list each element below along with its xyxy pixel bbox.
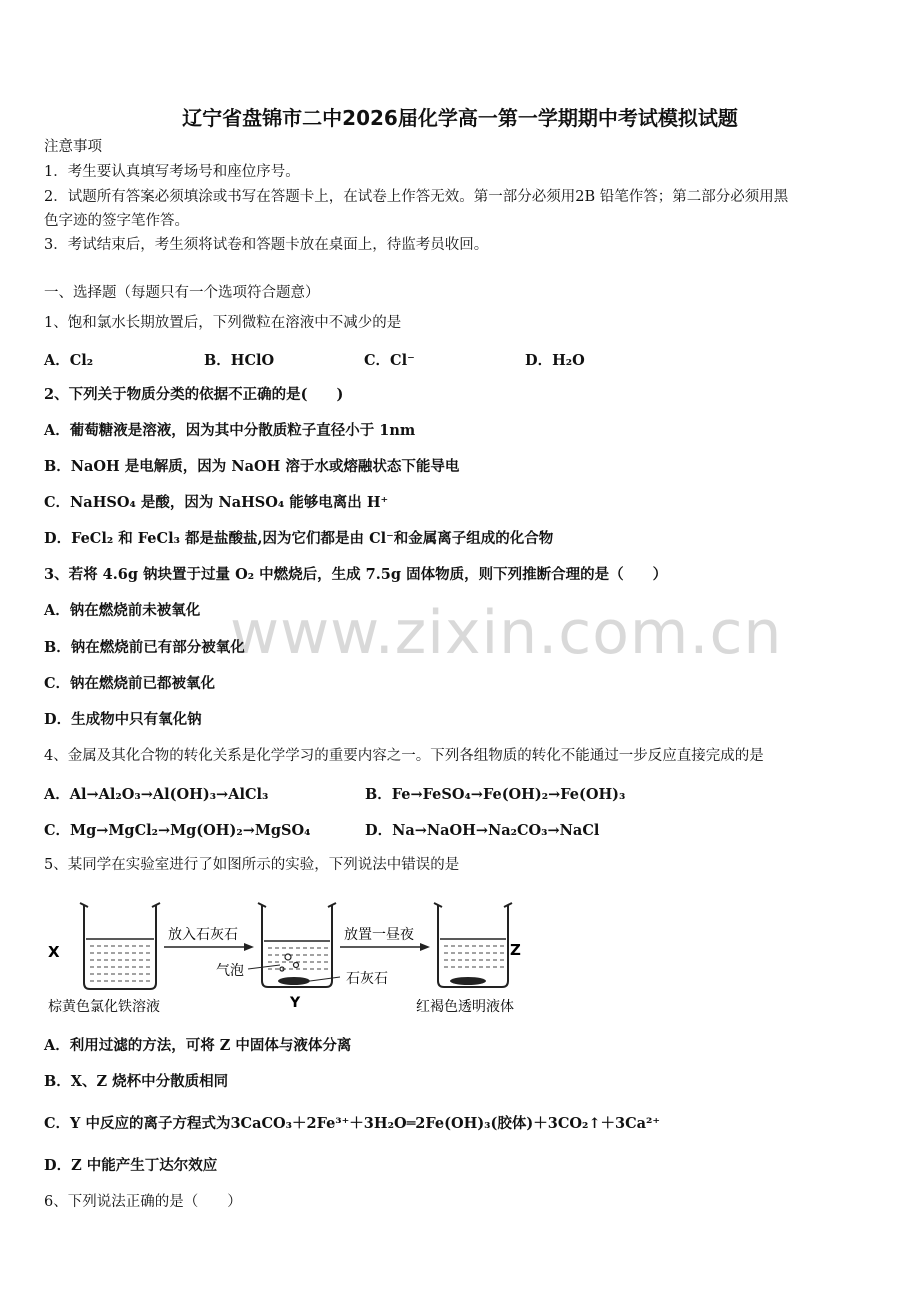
label-y: Y xyxy=(290,995,301,1011)
notice-item-2: 2．试题所有答案必须填涂或书写在答题卡上，在试卷上作答无效。第一部分必须用2B 铅笔作答；第二部分必须用黑 xyxy=(44,189,789,205)
question-1-stem: 1、饱和氯水长期放置后，下列微粒在溶液中不减少的是 xyxy=(44,315,402,331)
q1-option-d: D．H₂O xyxy=(525,352,585,369)
q3-option-c: C．钠在燃烧前已都被氧化 xyxy=(44,675,216,692)
caption-z: 红褐色透明液体 xyxy=(416,999,514,1015)
q4-option-d: D．Na→NaOH→Na₂CO₃→NaCl xyxy=(365,822,600,839)
beaker-diagram xyxy=(44,895,544,1020)
bubble-label: 气泡 xyxy=(216,963,244,979)
limestone-label: 石灰石 xyxy=(346,971,388,987)
arrow-1-label: 放入石灰石 xyxy=(168,927,238,943)
q5-option-c: C．Y 中反应的离子方程式为3CaCO₃＋2Fe³⁺＋3H₂O═2Fe(OH)₃(胶体)＋3CO₂↑＋3Ca²⁺ xyxy=(44,1115,661,1132)
beaker-z xyxy=(434,903,512,987)
q2-option-d: D．FeCl₂ 和 FeCl₃ 都是盐酸盐,因为它们都是由 Cl⁻和金属离子组成的化合物 xyxy=(44,530,554,547)
q3-option-b: B．钠在燃烧前已有部分被氧化 xyxy=(44,639,245,656)
question-3-stem: 3、若将 4.6g 钠块置于过量 O₂ 中燃烧后，生成 7.5g 固体物质，则下列推断合理的是（ ） xyxy=(44,566,668,583)
q3-option-d: D．生成物中只有氧化钠 xyxy=(44,711,202,728)
q5-option-b: B．X、Z 烧杯中分散质相同 xyxy=(44,1073,229,1090)
notice-item-3: 3．考试结束后，考生须将试卷和答题卡放在桌面上，待监考员收回。 xyxy=(44,237,489,253)
q1-option-a: A．Cl₂ xyxy=(44,352,94,369)
beaker-x xyxy=(80,903,160,989)
q5-option-d: D．Z 中能产生丁达尔效应 xyxy=(44,1157,218,1174)
notice-item-1: 1．考生要认真填写考场号和座位序号。 xyxy=(44,164,300,180)
q5-option-a: A．利用过滤的方法，可将 Z 中固体与液体分离 xyxy=(44,1037,352,1054)
q2-option-b: B．NaOH 是电解质，因为 NaOH 溶于水或熔融状态下能导电 xyxy=(44,458,460,475)
q3-option-a: A．钠在燃烧前未被氧化 xyxy=(44,602,201,619)
section-heading: 一、选择题（每题只有一个选项符合题意） xyxy=(44,285,320,301)
label-z: Z xyxy=(510,941,521,959)
question-6-stem: 6、下列说法正确的是（ ） xyxy=(44,1194,242,1210)
q4-option-a: A．Al→Al₂O₃→Al(OH)₃→AlCl₃ xyxy=(44,786,269,803)
notice-heading: 注意事项 xyxy=(44,139,102,155)
arrow-1-head xyxy=(244,943,254,951)
q1-option-c: C．Cl⁻ xyxy=(364,352,415,369)
question-5-stem: 5、某同学在实验室进行了如图所示的实验，下列说法中错误的是 xyxy=(44,857,460,873)
q1-option-b: B．HClO xyxy=(204,352,275,369)
beaker-y xyxy=(258,903,336,987)
q4-option-b: B．Fe→FeSO₄→Fe(OH)₂→Fe(OH)₃ xyxy=(365,786,626,803)
arrow-2-label: 放置一昼夜 xyxy=(344,927,414,943)
q2-option-a: A．葡萄糖液是溶液，因为其中分散质粒子直径小于 1nm xyxy=(44,422,416,439)
question-2-stem: 2、下列关于物质分类的依据不正确的是( ) xyxy=(44,386,344,403)
arrow-2-head xyxy=(420,943,430,951)
question-4-stem: 4、金属及其化合物的转化关系是化学学习的重要内容之一。下列各组物质的转化不能通过一步反应直接完成的是 xyxy=(44,748,764,764)
q4-option-c: C．Mg→MgCl₂→Mg(OH)₂→MgSO₄ xyxy=(44,822,311,839)
experiment-figure xyxy=(44,895,544,1020)
q2-option-c: C．NaHSO₄ 是酸，因为 NaHSO₄ 能够电离出 H⁺ xyxy=(44,494,389,511)
caption-x: 棕黄色氯化铁溶液 xyxy=(48,999,160,1015)
notice-item-2-cont: 色字迹的签字笔作答。 xyxy=(44,213,189,229)
page-title: 辽宁省盘锦市二中2026届化学高一第一学期期中考试模拟试题 xyxy=(182,106,738,130)
label-x: X xyxy=(48,943,60,961)
watermark: www.zixin.com.cn xyxy=(230,598,783,668)
